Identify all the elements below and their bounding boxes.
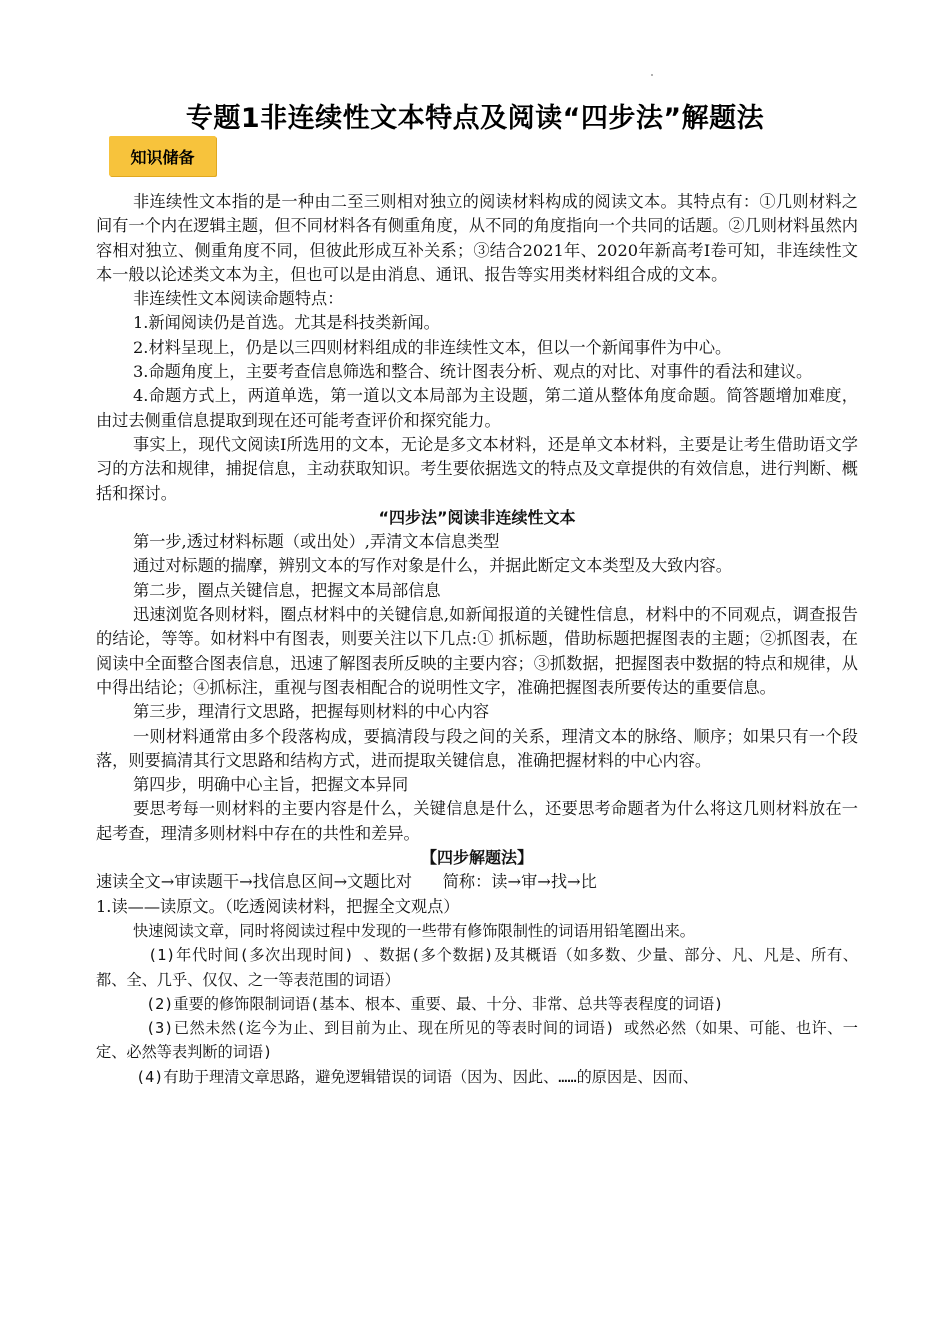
step-3-text: 一则材料通常由多个段落构成，要搞清段与段之间的关系，理清文本的脉络、顺序；如果只有一个段落，则要搞清其行文思路和结构方式，进而提取关键信息，准确把握材料的中心内容。 — [96, 726, 858, 770]
document-body — [96, 190, 858, 1089]
step-1-text: 通过对标题的揣摩，辨别文本的写作对象是什么，并据此断定文本类型及大致内容。 — [133, 556, 732, 576]
feature-item-4: 4.命题方式上，两道单选，第一道以文本局部为主设题，第二道从整体角度命题。简答题增加难度，由过去侧重信息提取到现在还可能考查评价和探究能力。 — [96, 386, 858, 430]
step-2-text: 迅速浏览各则材料，圈点材料中的关键信息,如新闻报道的关键性信息，材料中的不同观点，调查报告的结论，等等。如材料中有图表，则要关注以下几点:① 抓标题，借助标题把握图表的主题；②抓图表，在阅读中全面整合图表信息，迅速了解图表所反映的主要内容；③抓数据，把握图表中数据的特点和规律，从中得出结论；④抓标注，重视与图表相配合的说明性文字，准确把握图表所要传达的重要信息。 — [96, 605, 858, 697]
step-1-heading: 第一步,透过材料标题（或出处）,弄清文本信息类型 — [133, 532, 500, 552]
step-3-heading: 第三步，理清行文思路，把握每则材料的中心内容 — [133, 702, 490, 722]
read-item-4: (4)有助于理清文章思路，避免逻辑错误的词语（因为、因此、……的原因是、因而、 — [136, 1067, 699, 1086]
read-item-3: (3)已然未然(迄今为止、到目前为止、现在所见的等表时间的词语) 或然必然（如果、可能、也许、一定、必然等表判断的词语) — [96, 1019, 858, 1062]
scan-dot — [651, 74, 653, 76]
section-heading-four-steps: “四步法”阅读非连续性文本 — [378, 507, 576, 527]
fact-paragraph: 事实上，现代文阅读Ⅰ所选用的文本，无论是多文本材料，还是单文本材料，主要是让考生借助语文学习的方法和规律，捕捉信息，主动获取知识。考生要依据选文的特点及文章提供的有效信息，进行判断、概括和探讨。 — [96, 434, 858, 503]
step-4-text: 要思考每一则材料的主要内容是什么，关键信息是什么，还要思考命题者为什么将这几则材料放在一起考查，理清多则材料中存在的共性和差异。 — [96, 799, 858, 843]
step-4-heading: 第四步，明确中心主旨，把握文本异同 — [133, 775, 409, 795]
feature-item-1: 1.新闻阅读仍是首选。尤其是科技类新闻。 — [133, 313, 440, 333]
read-step-heading: 1.读——读原文。（吃透阅读材料，把握全文观点） — [96, 896, 460, 916]
knowledge-badge: 知识储备 — [109, 136, 216, 176]
flow-line: 速读全文→审读题干→找信息区间→文题比对 简称：读→审→找→比 — [96, 872, 597, 892]
read-item-2: (2)重要的修饰限制词语(基本、根本、重要、最、十分、非常、总共等表程度的词语) — [146, 994, 724, 1013]
read-item-1: (1)年代时间(多次出现时间) 、数据(多个数据)及其概语（如多数、少量、部分、凡、凡是、所有、都、全、几乎、仅仅、之一等表范围的词语） — [96, 946, 858, 989]
step-2-heading: 第二步，圈点关键信息，把握文本局部信息 — [133, 580, 441, 600]
features-heading: 非连续性文本阅读命题特点： — [133, 289, 344, 309]
intro-paragraph: 非连续性文本指的是一种由二至三则相对独立的阅读材料构成的阅读文本。其特点有：①几则材料之间有一个内在逻辑主题，但不同材料各有侧重角度，从不同的角度指向一个共同的话题。②几则材料虽然内容相对独立、侧重角度不同，但彼此形成互补关系；③结合2021年、2020年新高考Ⅰ卷可知，非连续性文本一般以论述类文本为主，但也可以是由消息、通讯、报告等实用类材料组合成的文本。 — [96, 192, 858, 284]
feature-item-2: 2.材料呈现上，仍是以三四则材料组成的非连续性文本，但以一个新闻事件为中心。 — [133, 337, 732, 357]
section-heading-method: 【四步解题法】 — [420, 848, 533, 868]
page-title: 专题1非连续性文本特点及阅读“四步法”解题法 — [185, 103, 765, 134]
read-step-text: 快速阅读文章，同时将阅读过程中发现的一些带有修饰限制性的词语用铅笔圈出来。 — [133, 921, 695, 940]
feature-item-3: 3.命题角度上，主要考查信息筛选和整合、统计图表分析、观点的对比、对事件的看法和建议。 — [133, 362, 813, 382]
